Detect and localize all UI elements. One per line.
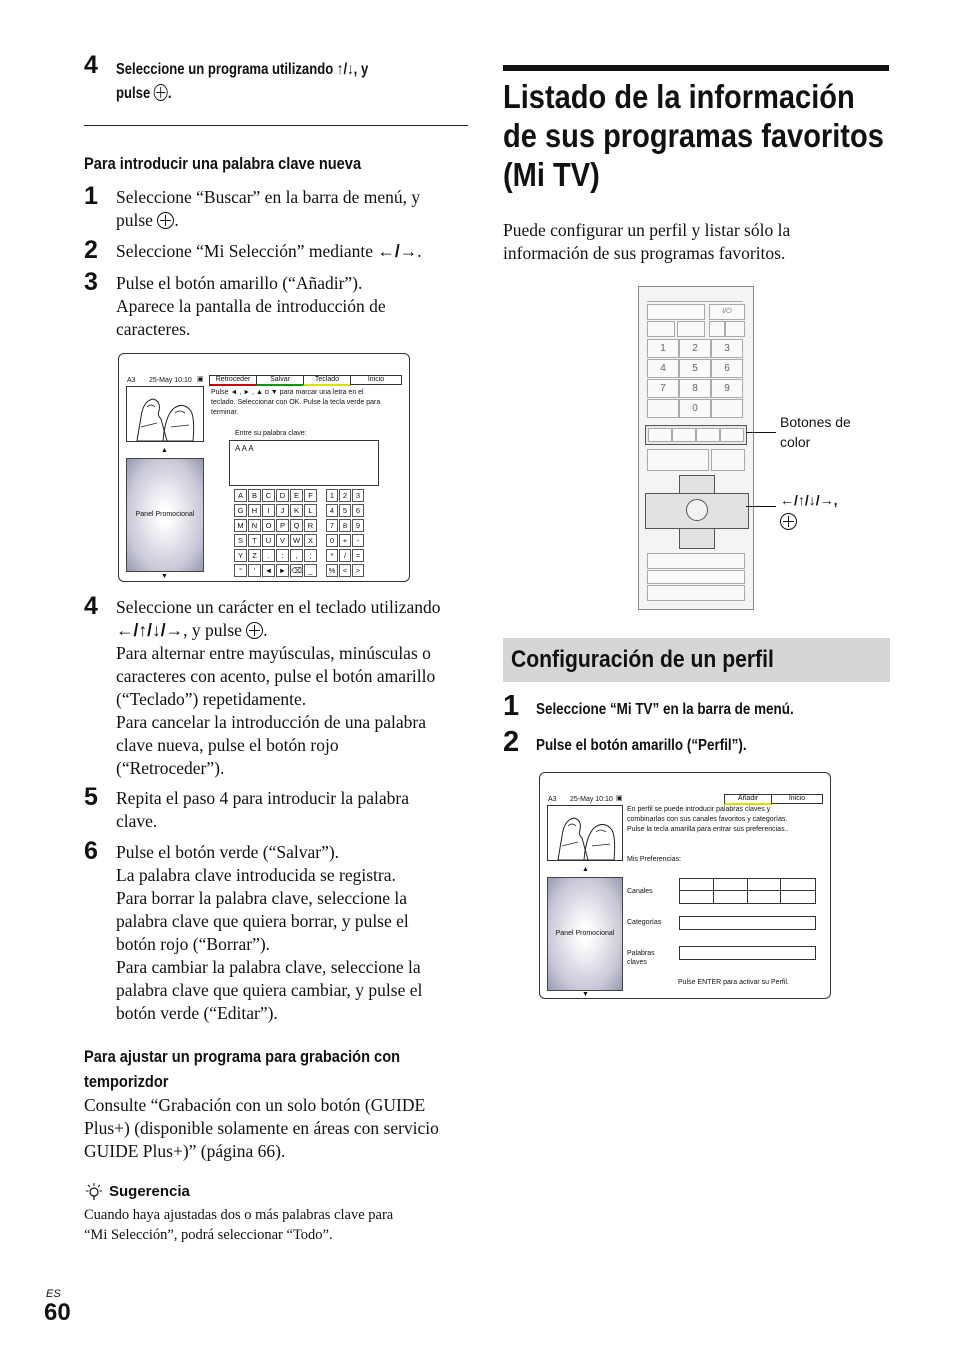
keyboard-key[interactable]: F bbox=[304, 489, 317, 502]
dpad-enter-icon bbox=[686, 499, 708, 521]
keyboard-key[interactable]: . bbox=[262, 549, 275, 562]
step-text: pulse bbox=[116, 85, 154, 102]
screen-date: 25-May 10:10 bbox=[149, 377, 192, 384]
keyboard-key[interactable]: H bbox=[248, 504, 261, 517]
instructions-line: teclado. Seleccionar con OK. Pulse la tecla verde para bbox=[211, 399, 381, 406]
label-line: Botones de bbox=[780, 414, 851, 430]
remote-button bbox=[647, 399, 679, 418]
keyboard-key[interactable]: V bbox=[276, 534, 289, 547]
keyboard-key[interactable]: C bbox=[262, 489, 275, 502]
divider bbox=[84, 125, 468, 126]
keyboard-key[interactable]: ► bbox=[276, 564, 289, 577]
step-line: Repita el paso 4 para introducir la palabra bbox=[116, 788, 410, 808]
remote-number-key: 8 bbox=[679, 379, 711, 398]
keyboard-key[interactable]: = bbox=[352, 549, 364, 562]
keyboard-key[interactable]: ' bbox=[248, 564, 261, 577]
callout-line bbox=[746, 432, 776, 433]
step-2-instruction: Pulse el botón amarillo (“Perfil”). bbox=[536, 737, 747, 754]
subheading-new-keyword: Para introducir una palabra clave nueva bbox=[84, 154, 362, 173]
keyboard-key[interactable]: 5 bbox=[339, 504, 351, 517]
keyboard-key[interactable]: ; bbox=[304, 549, 317, 562]
remote-button bbox=[647, 321, 675, 337]
step-line: (“Teclado”) repetidamente. bbox=[116, 689, 307, 709]
keyboard-key[interactable]: < bbox=[339, 564, 351, 577]
remote-number-key: 6 bbox=[711, 359, 743, 378]
keyboard-key[interactable]: L bbox=[304, 504, 317, 517]
remote-button bbox=[647, 304, 705, 320]
keyboard-key[interactable]: J bbox=[276, 504, 289, 517]
info-line: En perfil se puede introducir palabras claves y bbox=[627, 806, 771, 813]
arrows-label bbox=[780, 489, 838, 533]
callout-line bbox=[746, 506, 776, 507]
step-2-text: Seleccione “Mi Selección” mediante ←/→. bbox=[116, 241, 422, 261]
title-line: de sus programas favoritos bbox=[503, 117, 884, 154]
intro-line: Puede configurar un perfil y listar sólo la bbox=[503, 220, 791, 240]
step-line: Seleccione un carácter en el teclado utilizando bbox=[116, 597, 441, 617]
keyboard-key[interactable]: T bbox=[248, 534, 261, 547]
screen-channel: A3 bbox=[548, 796, 557, 803]
lock-icon: ▣ bbox=[197, 376, 204, 383]
step-text: , y bbox=[353, 61, 369, 78]
tab-inicio[interactable]: Inicio bbox=[771, 794, 823, 804]
keywords-field[interactable] bbox=[679, 946, 816, 960]
scroll-up-icon[interactable]: ▲ bbox=[582, 866, 589, 873]
keyboard-key[interactable]: 3 bbox=[352, 489, 364, 502]
keyboard-key[interactable]: / bbox=[339, 549, 351, 562]
step-3-text bbox=[116, 272, 476, 341]
lock-icon: ▣ bbox=[616, 795, 623, 802]
enter-button-icon bbox=[157, 212, 174, 229]
scroll-up-icon[interactable]: ▲ bbox=[161, 447, 168, 454]
consult-line: Plus+) (disponible solamente en áreas con servicio bbox=[84, 1118, 439, 1138]
promo-label: Panel Promocional bbox=[135, 511, 195, 518]
step-number: 2 bbox=[503, 726, 520, 758]
keyboard-key[interactable]: P bbox=[276, 519, 289, 532]
page-language: ES bbox=[46, 1288, 61, 1300]
step-number: 2 bbox=[84, 236, 98, 264]
preferences-label: Mis Preferencias: bbox=[627, 856, 682, 863]
step-line: Para cancelar la introducción de una palabra bbox=[116, 712, 426, 732]
keyword-prompt: Entre su palabra clave: bbox=[235, 430, 307, 437]
letter-keyboard[interactable] bbox=[234, 489, 318, 579]
promo-label: Panel Promocional bbox=[555, 930, 615, 937]
instructions-line: Pulse ◄ , ► , ▲ o ▼ para marcar una letra en el bbox=[211, 389, 364, 396]
enter-button-icon bbox=[154, 84, 168, 101]
keyboard-key[interactable]: : bbox=[276, 549, 289, 562]
title-line: (Mi TV) bbox=[503, 156, 600, 193]
step-line: Aparece la pantalla de introducción de bbox=[116, 296, 386, 316]
step-number: 1 bbox=[84, 182, 98, 210]
keyboard-key[interactable]: E bbox=[290, 489, 303, 502]
keyword-value: A A A bbox=[235, 444, 254, 453]
keywords-label bbox=[627, 949, 655, 967]
step-line: clave. bbox=[116, 811, 158, 831]
intro-text bbox=[503, 219, 893, 265]
remote-button bbox=[725, 321, 745, 337]
title-line: Listado de la información bbox=[503, 78, 855, 115]
keyboard-key[interactable]: U bbox=[262, 534, 275, 547]
remote-button bbox=[647, 570, 745, 584]
profile-screen bbox=[539, 772, 831, 999]
green-button bbox=[672, 428, 696, 442]
remote-top-bar bbox=[647, 301, 743, 302]
remote-number-key: 2 bbox=[679, 339, 711, 358]
step-number: 1 bbox=[503, 690, 520, 722]
keyboard-key[interactable]: O bbox=[262, 519, 275, 532]
activate-hint: Pulse ENTER para activar su Perfil. bbox=[678, 979, 789, 986]
keyboard-key[interactable]: N bbox=[248, 519, 261, 532]
subheading-line: Para ajustar un programa para grabación con bbox=[84, 1047, 401, 1066]
step-6-text bbox=[116, 841, 486, 1025]
tab-teclado[interactable]: Teclado bbox=[303, 375, 351, 386]
arrows-icon: ←/↑/↓/→ bbox=[116, 620, 184, 640]
step-text: Seleccione un programa utilizando bbox=[116, 61, 337, 78]
step-line: palabra clave que quiera borrar, y pulse el bbox=[116, 911, 409, 931]
keyboard-key[interactable]: G bbox=[234, 504, 247, 517]
remote-button bbox=[711, 399, 743, 418]
step-text: . bbox=[167, 85, 172, 102]
step-1-text: Seleccione “Buscar” en la barra de menú, y pulse . bbox=[116, 187, 421, 230]
step-line: pulse bbox=[116, 210, 158, 230]
step-number: 4 bbox=[84, 592, 98, 620]
consult-line: Consulte “Grabación con un solo botón (GUIDE bbox=[84, 1095, 426, 1115]
step-line: caracteres. bbox=[116, 319, 191, 339]
remote-button bbox=[711, 449, 745, 471]
color-buttons-label bbox=[780, 412, 851, 452]
keyboard-key[interactable]: Y bbox=[234, 549, 247, 562]
enter-button-icon bbox=[780, 513, 797, 530]
subheading-timer-recording bbox=[84, 1044, 400, 1094]
tab-retroceder[interactable]: Retroceder bbox=[209, 375, 257, 386]
keyboard-key[interactable]: 2 bbox=[339, 489, 351, 502]
consult-text bbox=[84, 1094, 484, 1163]
keyboard-key[interactable]: A bbox=[234, 489, 247, 502]
instructions-line: terminar. bbox=[211, 409, 239, 416]
keyboard-key[interactable]: ◄ bbox=[262, 564, 275, 577]
keyboard-key[interactable]: , bbox=[290, 549, 303, 562]
power-button: I/⏻ bbox=[709, 304, 745, 320]
screen-channel: A3 bbox=[127, 377, 136, 384]
step-number: 4 bbox=[84, 51, 98, 79]
scroll-down-icon[interactable]: ▼ bbox=[582, 991, 589, 998]
keyboard-key[interactable]: > bbox=[352, 564, 364, 577]
subheading-line: temporizdor bbox=[84, 1072, 169, 1091]
keyboard-key[interactable]: Z bbox=[248, 549, 261, 562]
enter-button-icon bbox=[246, 622, 263, 639]
keyword-input[interactable] bbox=[229, 440, 379, 486]
categories-label: Categorías bbox=[627, 919, 662, 926]
keyboard-key[interactable]: _ bbox=[304, 564, 317, 577]
step-line: Para cambiar la palabra clave, seleccione la bbox=[116, 957, 421, 977]
scroll-down-icon[interactable]: ▼ bbox=[161, 573, 168, 580]
keyboard-key[interactable]: 0 bbox=[326, 534, 338, 547]
title-rule bbox=[503, 65, 889, 71]
promo-picture bbox=[126, 386, 204, 442]
info-line: combinarlas con sus canales favoritos y categorías. bbox=[627, 816, 788, 823]
step-1-instruction: Seleccione “Mi TV” en la barra de menú. bbox=[536, 701, 794, 718]
step-5-text bbox=[116, 787, 486, 833]
keyboard-key[interactable]: M bbox=[234, 519, 247, 532]
tab-salvar[interactable]: Salvar bbox=[256, 375, 304, 386]
tip-text bbox=[84, 1205, 484, 1245]
label-line: color bbox=[780, 434, 811, 450]
remote-number-key: 0 bbox=[679, 399, 711, 418]
promo-panel bbox=[547, 877, 623, 991]
remote-control bbox=[638, 286, 754, 610]
arrows-icon: ←/↑/↓/→, bbox=[780, 492, 838, 508]
step-number: 6 bbox=[84, 837, 98, 865]
step-line: Pulse el botón verde (“Salvar”). bbox=[116, 842, 340, 862]
promo-panel bbox=[126, 458, 204, 572]
step-line: Para alternar entre mayúsculas, minúsculas o bbox=[116, 643, 431, 663]
step-line: Pulse el botón amarillo (“Añadir”). bbox=[116, 273, 363, 293]
remote-number-key: 9 bbox=[711, 379, 743, 398]
keyboard-key[interactable]: * bbox=[326, 549, 338, 562]
keyboard-key[interactable]: % bbox=[326, 564, 338, 577]
keyboard-key[interactable]: 9 bbox=[352, 519, 364, 532]
page-title bbox=[503, 77, 884, 194]
remote-button bbox=[677, 321, 705, 337]
step-4-instruction bbox=[116, 58, 460, 106]
arrows-icon: ←/→ bbox=[377, 241, 418, 261]
keyboard-key[interactable]: + bbox=[339, 534, 351, 547]
keyword-entry-screen bbox=[118, 353, 410, 582]
consult-line: GUIDE Plus+)” (página 66). bbox=[84, 1141, 286, 1161]
keyboard-key[interactable]: S bbox=[234, 534, 247, 547]
keyboard-key[interactable]: D bbox=[276, 489, 289, 502]
step-line: botón verde (“Editar”). bbox=[116, 1003, 278, 1023]
label-line: claves bbox=[627, 959, 647, 966]
red-button bbox=[648, 428, 672, 442]
step-line: botón rojo (“Borrar”). bbox=[116, 934, 271, 954]
blue-button bbox=[720, 428, 744, 442]
keyboard-key[interactable]: 1 bbox=[326, 489, 338, 502]
step-4-text: Seleccione un carácter en el teclado utilizando ←/↑/↓/→, y pulse . Para alternar entre mayúsculas, minúsculas o caracteres con acento, pulse el botón amarillo (“Teclado”) repetidamente. Para cancelar la introducción de una palabra clave nueva, pulse el botón rojo (“Retroceder”). bbox=[116, 597, 441, 778]
intro-line: información de sus programas favoritos. bbox=[503, 243, 786, 263]
keyboard-key[interactable]: B bbox=[248, 489, 261, 502]
tab-inicio[interactable]: Inicio bbox=[350, 375, 402, 385]
remote-number-key: 4 bbox=[647, 359, 679, 378]
step-line: La palabra clave introducida se registra. bbox=[116, 865, 396, 885]
keyboard-key[interactable]: I bbox=[262, 504, 275, 517]
step-line: , y pulse bbox=[183, 620, 247, 640]
remote-button bbox=[647, 449, 709, 471]
arrows-icon: ↑/↓ bbox=[336, 61, 354, 78]
step-line: clave nueva, pulse el botón rojo bbox=[116, 735, 339, 755]
remote-button bbox=[647, 585, 745, 601]
remote-number-key: 3 bbox=[711, 339, 743, 358]
tip-line: Cuando haya ajustadas dos o más palabras clave para bbox=[84, 1207, 394, 1223]
categories-field[interactable] bbox=[679, 916, 816, 930]
tip-line: “Mi Selección”, podrá seleccionar “Todo”. bbox=[84, 1227, 333, 1243]
step-line: Seleccione “Mi Selección” mediante bbox=[116, 241, 378, 261]
tip-title: Sugerencia bbox=[109, 1183, 190, 1200]
label-line: Palabras bbox=[627, 950, 655, 957]
lightbulb-icon bbox=[84, 1182, 104, 1202]
keyboard-key[interactable]: ° bbox=[234, 564, 247, 577]
keyboard-key[interactable]: ⌫ bbox=[291, 566, 302, 575]
remote-button bbox=[647, 553, 745, 569]
step-number: 5 bbox=[84, 783, 98, 811]
remote-number-key: 1 bbox=[647, 339, 679, 358]
info-line: Pulse la tecla amarilla para entrar sus preferencias.. bbox=[627, 826, 789, 833]
step-line: (“Retroceder”). bbox=[116, 758, 225, 778]
keyboard-key[interactable]: X bbox=[304, 534, 317, 547]
keyboard-key[interactable]: R bbox=[304, 519, 317, 532]
keyboard-key[interactable]: 8 bbox=[339, 519, 351, 532]
keyboard-key[interactable]: 7 bbox=[326, 519, 338, 532]
step-line: Seleccione “Buscar” en la barra de menú, y bbox=[116, 187, 421, 207]
screen-date: 25-May 10:10 bbox=[570, 796, 613, 803]
step-line: caracteres con acento, pulse el botón amarillo bbox=[116, 666, 436, 686]
yellow-button bbox=[696, 428, 720, 442]
step-number: 3 bbox=[84, 268, 98, 296]
keyboard-key[interactable]: K bbox=[290, 504, 303, 517]
remote-number-key: 5 bbox=[679, 359, 711, 378]
keyboard-key[interactable]: 6 bbox=[352, 504, 364, 517]
keyboard-key[interactable]: 4 bbox=[326, 504, 338, 517]
step-line: palabra clave que quiera cambiar, y pulse el bbox=[116, 980, 423, 1000]
section-title: Configuración de un perfil bbox=[511, 646, 774, 673]
number-keyboard[interactable] bbox=[326, 489, 365, 579]
tab-anadir[interactable]: Añadir bbox=[724, 794, 772, 805]
promo-picture bbox=[547, 805, 623, 861]
channels-label: Canales bbox=[627, 888, 653, 895]
page-number: 60 bbox=[44, 1299, 71, 1326]
channels-field[interactable] bbox=[679, 878, 816, 904]
keyboard-key[interactable]: - bbox=[352, 534, 364, 547]
keyboard-key[interactable]: W bbox=[290, 534, 303, 547]
keyboard-key[interactable]: Q bbox=[290, 519, 303, 532]
step-line: Para borrar la palabra clave, seleccione la bbox=[116, 888, 408, 908]
remote-number-key: 7 bbox=[647, 379, 679, 398]
remote-button bbox=[709, 321, 725, 337]
